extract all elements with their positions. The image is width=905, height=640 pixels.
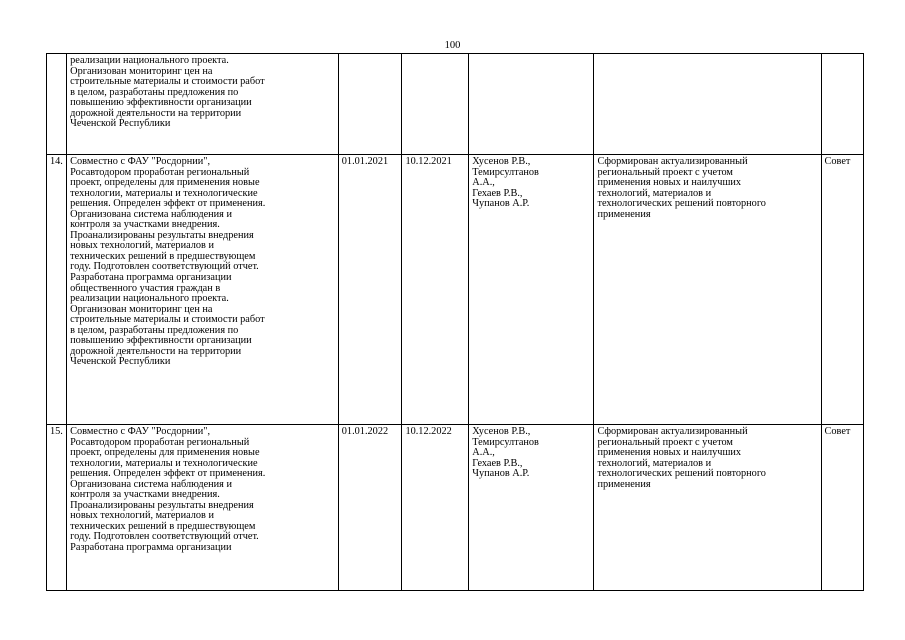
end-date: 10.12.2022 — [402, 425, 469, 591]
measures-table — [46, 53, 864, 591]
measure-description: реализации национального проекта. Организован мониторинг цен на строительные материалы и стоимости работ в целом, разработаны предложения по повышению эффективности организации дорожной деятельности на территории Чеченской Республики — [67, 54, 339, 155]
control-form — [821, 54, 863, 155]
responsible-persons: Хусенов Р.В., Темирсултанов А.А., Гехаев Р.В., Чупанов А.Р. — [469, 425, 594, 591]
end-date: 10.12.2021 — [402, 155, 469, 425]
control-form: Совет — [821, 155, 863, 425]
table-row — [47, 425, 864, 591]
table-row — [47, 155, 864, 425]
expected-result: Сформирован актуализированный региональный проект с учетом применения новых и наилучших технологий, материалов и технологических решений повторного применения — [594, 155, 821, 425]
row-number: 15. — [47, 425, 67, 591]
expected-result: Сформирован актуализированный региональный проект с учетом применения новых и наилучших технологий, материалов и технологических решений повторного применения — [594, 425, 821, 591]
expected-result — [594, 54, 821, 155]
row-number: 14. — [47, 155, 67, 425]
measure-description: Совместно с ФАУ "Росдорнии", Росавтодором проработан региональный проект, определены для применения новые технологии, материалы и технологические решения. Определен эффект от применения. Организована система наблюдения и контроля за участками внедрения. Проанализированы результаты внедрения новых технологий, материалов и технических решений в предшествующем году. Подготовлен соответствующий отчет. Разработана программа организации — [67, 425, 339, 591]
start-date — [338, 54, 402, 155]
start-date: 01.01.2021 — [338, 155, 402, 425]
responsible-persons — [469, 54, 594, 155]
responsible-persons: Хусенов Р.В., Темирсултанов А.А., Гехаев Р.В., Чупанов А.Р. — [469, 155, 594, 425]
measure-description: Совместно с ФАУ "Росдорнии", Росавтодором проработан региональный проект, определены для применения новые технологии, материалы и технологические решения. Определен эффект от применения. Организована система наблюдения и контроля за участками внедрения. Проанализированы результаты внедрения новых технологий, материалов и технических решений в предшествующем году. Подготовлен соответствующий отчет. Разработана программа организации общественного участия граждан в реализации национального проекта. Организован мониторинг цен на строительные материалы и стоимости работ в целом, разработаны предложения по повышению эффективности организации дорожной деятельности на территории Чеченской Республики — [67, 155, 339, 425]
end-date — [402, 54, 469, 155]
page-number: 100 — [444, 40, 461, 51]
control-form: Совет — [821, 425, 863, 591]
row-number — [47, 54, 67, 155]
table-row — [47, 54, 864, 155]
start-date: 01.01.2022 — [338, 425, 402, 591]
